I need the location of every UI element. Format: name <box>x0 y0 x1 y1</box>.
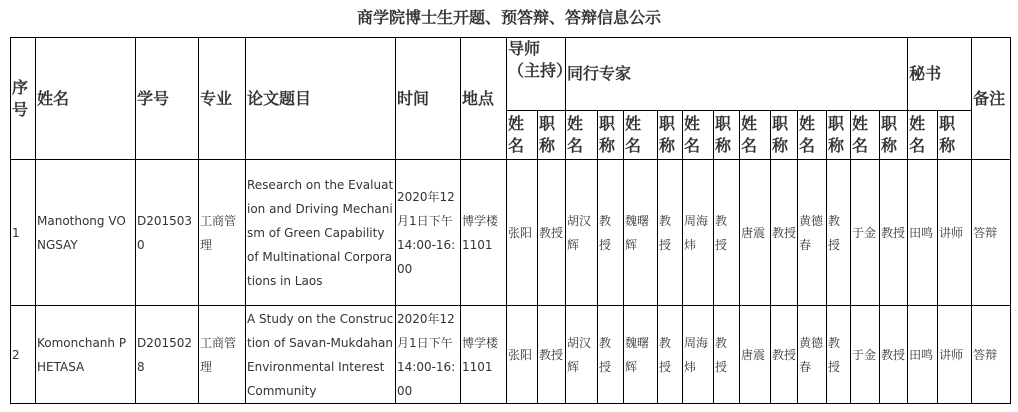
cell-expert-title: 教授 <box>827 160 851 306</box>
col-header-time: 时间 <box>396 38 461 160</box>
cell-expert-title: 教授 <box>714 306 740 404</box>
col-header-supervisor: 导师（主持） <box>507 38 566 111</box>
cell-supervisor-name: 张阳 <box>507 306 538 404</box>
cell-thesis: Research on the Evaluation and Driving Mechanism of Green Capability of Multinational Corporations in Laos <box>246 160 396 306</box>
cell-time: 2020年12月1日下午14:00-16:00 <box>396 306 461 404</box>
info-table <box>10 37 1011 404</box>
cell-expert-title: 教授 <box>598 160 624 306</box>
cell-expert-title: 教授 <box>658 160 683 306</box>
col-header-thesis: 论文题目 <box>246 38 396 160</box>
cell-location: 博学楼1101 <box>461 160 507 306</box>
cell-remark: 答辩 <box>972 306 1011 404</box>
col-header-secretary: 秘书 <box>908 38 972 111</box>
cell-expert-name: 于金 <box>851 306 880 404</box>
cell-remark: 答辩 <box>972 160 1011 306</box>
cell-expert-title: 教授 <box>880 306 908 404</box>
sub-header-name: 姓名 <box>683 111 714 160</box>
cell-expert-title: 教授 <box>598 306 624 404</box>
table-row <box>11 306 1011 404</box>
sub-header-name: 姓名 <box>740 111 771 160</box>
cell-expert-title: 教授 <box>827 306 851 404</box>
col-header-seq: 序号 <box>11 38 36 160</box>
cell-secretary-name: 田鸣 <box>908 160 938 306</box>
page-title: 商学院博士生开题、预答辩、答辩信息公示 <box>356 8 661 27</box>
sub-header-name: 姓名 <box>851 111 880 160</box>
col-header-major: 专业 <box>199 38 246 160</box>
header-row <box>11 38 1011 111</box>
col-header-peers: 同行专家 <box>566 38 908 111</box>
cell-thesis: A Study on the Construction of Savan-Mukdahan Environmental Interest Community <box>246 306 396 404</box>
col-header-name: 姓名 <box>36 38 136 160</box>
cell-location: 博学楼1101 <box>461 306 507 404</box>
cell-seq: 1 <box>11 160 36 306</box>
cell-secretary-title: 讲师 <box>938 306 972 404</box>
cell-seq: 2 <box>11 306 36 404</box>
sub-header-title: 职称 <box>714 111 740 160</box>
cell-name: Manothong VONGSAY <box>36 160 136 306</box>
cell-student-id: D2015030 <box>136 160 199 306</box>
sub-header-title: 职称 <box>538 111 566 160</box>
cell-major: 工商管理 <box>199 160 246 306</box>
sub-header-title: 职称 <box>598 111 624 160</box>
sub-header-name: 姓名 <box>798 111 827 160</box>
cell-expert-name: 黄德春 <box>798 306 827 404</box>
cell-student-id: D2015028 <box>136 306 199 404</box>
cell-supervisor-title: 教授 <box>538 160 566 306</box>
col-header-remark: 备注 <box>972 38 1011 160</box>
col-header-location: 地点 <box>461 38 507 160</box>
sub-header-title: 职称 <box>938 111 972 160</box>
cell-expert-name: 胡汉辉 <box>566 160 598 306</box>
table-row <box>11 160 1011 306</box>
cell-time: 2020年12月1日下午14:00-16:00 <box>396 160 461 306</box>
sub-header-title: 职称 <box>771 111 798 160</box>
cell-expert-name: 周海炜 <box>683 306 714 404</box>
sub-header-title: 职称 <box>827 111 851 160</box>
sub-header-title: 职称 <box>658 111 683 160</box>
cell-expert-title: 教授 <box>771 306 798 404</box>
col-header-student-id: 学号 <box>136 38 199 160</box>
cell-expert-title: 教授 <box>714 160 740 306</box>
cell-expert-title: 教授 <box>880 160 908 306</box>
cell-major: 工商管理 <box>199 306 246 404</box>
cell-expert-name: 黄德春 <box>798 160 827 306</box>
cell-expert-name: 周海炜 <box>683 160 714 306</box>
cell-supervisor-name: 张阳 <box>507 160 538 306</box>
sub-header-name: 姓名 <box>908 111 938 160</box>
cell-expert-name: 胡汉辉 <box>566 306 598 404</box>
cell-expert-title: 教授 <box>658 306 683 404</box>
cell-expert-name: 于金 <box>851 160 880 306</box>
sub-header-name: 姓名 <box>507 111 538 160</box>
cell-name: Komonchanh PHETASA <box>36 306 136 404</box>
cell-secretary-name: 田鸣 <box>908 306 938 404</box>
sub-header-title: 职称 <box>880 111 908 160</box>
cell-expert-name: 唐震 <box>740 306 771 404</box>
cell-supervisor-title: 教授 <box>538 306 566 404</box>
sub-header-name: 姓名 <box>566 111 598 160</box>
cell-secretary-title: 讲师 <box>938 160 972 306</box>
cell-expert-name: 唐震 <box>740 160 771 306</box>
sub-header-name: 姓名 <box>624 111 658 160</box>
cell-expert-name: 魏曙辉 <box>624 306 658 404</box>
cell-expert-title: 教授 <box>771 160 798 306</box>
cell-expert-name: 魏曙辉 <box>624 160 658 306</box>
